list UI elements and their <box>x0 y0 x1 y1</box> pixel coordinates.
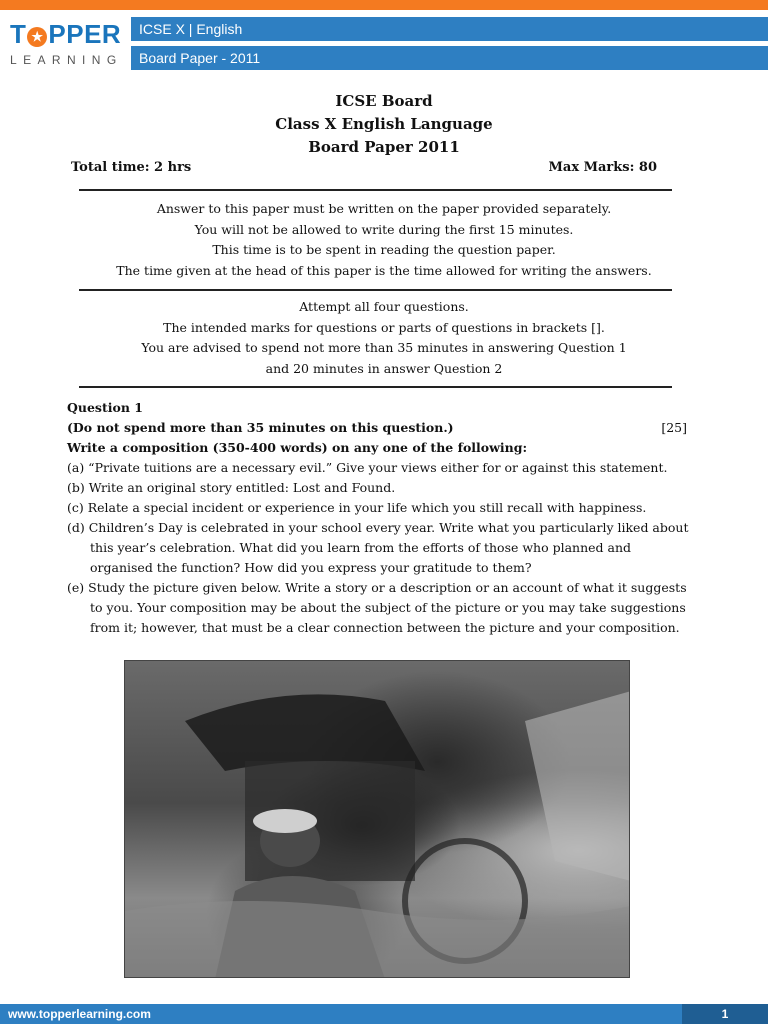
page-number: 1 <box>682 1004 768 1024</box>
instructions-general <box>0 199 768 281</box>
question-option: (a) “Private tuitions are a necessary evil.” Give your views either for or against this statement. <box>67 460 668 475</box>
title-board: ICSE Board <box>335 92 433 110</box>
title-paper: Board Paper 2011 <box>308 138 460 156</box>
logo-subtitle: LEARNING <box>10 53 123 67</box>
question-option: (b) Write an original story entitled: Lost and Found. <box>67 480 396 495</box>
question-heading: Question 1 <box>67 400 143 415</box>
max-marks: Max Marks: 80 <box>548 160 657 175</box>
footer-bar <box>0 1004 768 1024</box>
top-accent-stripe <box>0 0 768 10</box>
paper-titles <box>0 90 768 159</box>
instruction-line: Attempt all four questions. <box>299 299 469 314</box>
divider <box>79 189 672 191</box>
question-prompt: Write a composition (350-400 words) on any one of the following: <box>67 440 528 455</box>
divider <box>79 289 672 291</box>
instruction-line: The time given at the head of this paper is the time allowed for writing the answers. <box>116 262 652 278</box>
footer-url[interactable]: www.topperlearning.com <box>8 1007 151 1021</box>
instruction-line: and 20 minutes in answer Question 2 <box>265 360 503 376</box>
instructions-attempt <box>0 297 768 379</box>
total-time: Total time: 2 hrs <box>71 160 192 175</box>
question-picture <box>124 660 630 978</box>
instruction-line: You will not be allowed to write during the first 15 minutes. <box>194 221 574 237</box>
star-icon: ★ <box>27 27 47 47</box>
question-note: (Do not spend more than 35 minutes on this question.) <box>67 420 454 435</box>
instruction-line: Answer to this paper must be written on the paper provided separately. <box>156 201 612 216</box>
picture-illustration <box>125 661 630 978</box>
logo-wordmark: T ★ PPER <box>10 19 122 49</box>
question-option: (e) Study the picture given below. Write a story or a description or an account of what it suggests to you. Your composition may be about the subject of the picture or you may take suggestions from it; however, that must be a clear connection between the picture and your composition. <box>67 580 687 635</box>
question-note-row <box>67 418 697 438</box>
instruction-line: You are advised to spend not more than 35 minutes in answering Question 1 <box>141 340 627 355</box>
subject-bar: ICSE X | English <box>131 17 768 41</box>
topper-learning-logo <box>10 20 122 68</box>
instruction-line: This time is to be spent in reading the question paper. <box>212 242 556 257</box>
paper-bar: Board Paper - 2011 <box>131 46 768 70</box>
title-class: Class X English Language <box>275 115 493 133</box>
question-option: (d) Children’s Day is celebrated in your school every year. Write what you particularly liked about this year’s celebration. What did you learn from the efforts of those who planned and organised the function? How did you express your gratitude to them? <box>67 520 689 575</box>
divider <box>79 386 672 388</box>
question-marks: [25] <box>661 420 687 435</box>
question-1 <box>67 398 697 638</box>
instruction-line: The intended marks for questions or parts of questions in brackets []. <box>163 319 605 335</box>
question-option: (c) Relate a special incident or experience in your life which you still recall with happiness. <box>67 500 647 515</box>
